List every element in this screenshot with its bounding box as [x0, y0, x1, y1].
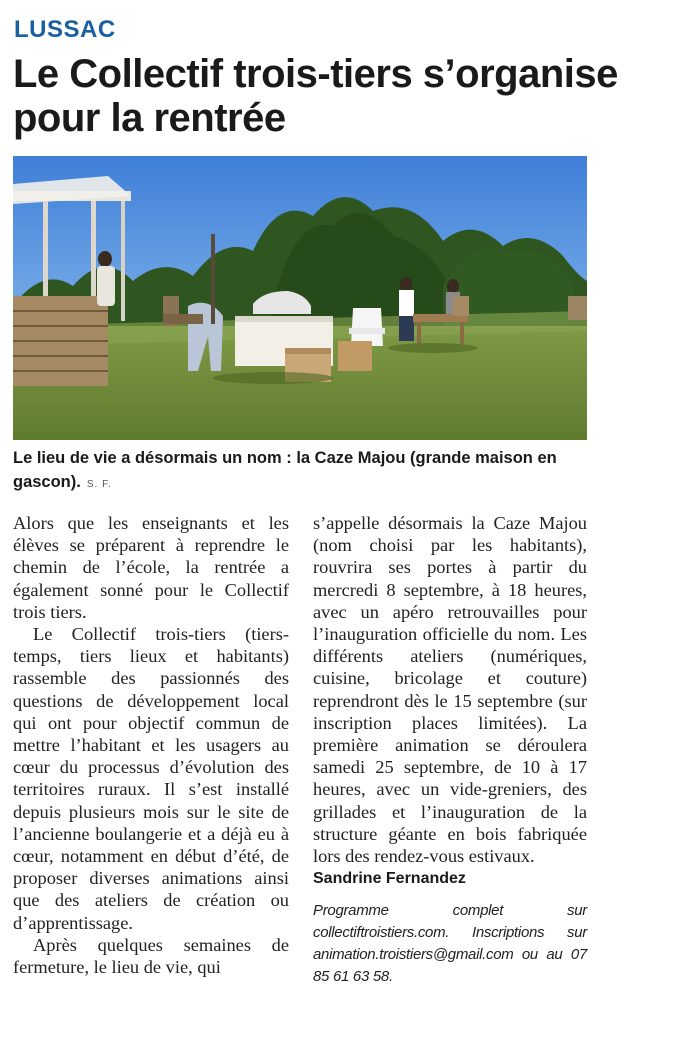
- paragraph-2: Le Collectif trois-tiers (tiers-temps, tiers lieux et habitants) rassemble des passionnés des questions de développement local qui ont pour objectif commun de mettre l’habitant et les usagers au cœur du processus d’évolution des territoires ruraux. Il s’est installé depuis plusieurs mois sur le site de l’ancienne boulangerie et a déjà eu à cœur, notamment en début d’été, de proposer diverses animations ainsi que des ateliers de création ou d’apprentissage.: [13, 624, 289, 933]
- body-column-right: [313, 512, 587, 988]
- photo-credit: S. F.: [86, 479, 112, 490]
- paragraph-3: Après quelques semaines de fermeture, le lieu de vie, qui: [13, 934, 289, 978]
- practical-info: Programme complet sur collectiftroistiers.com. Inscriptions sur animation.troistiers@gmail.com ou au 07 85 61 63 58.: [313, 902, 587, 986]
- paragraph-1: Alors que les enseignants et les élèves se préparent à reprendre le chemin de l’école, la rentrée a également sonné pour le Collectif trois tiers.: [13, 513, 289, 622]
- photo-caption: [13, 446, 593, 497]
- headline: Le Collectif trois-tiers s’organise pour la rentrée: [13, 52, 618, 140]
- caption-text: Le lieu de vie a désormais un nom : la Caze Majou (grande maison en gascon).: [13, 449, 557, 491]
- section-kicker: LUSSAC: [14, 16, 116, 43]
- body-column-left: [13, 512, 289, 978]
- author-byline: Sandrine Fernandez: [313, 870, 466, 888]
- paragraph-3-continued: s’appelle désormais la Caze Majou (nom choisi par les habitants), rouvrira ses portes à partir du mercredi 8 septembre, à 18 heures, avec un apéro retrouvailles pour l’inauguration officielle du nom. Les différents ateliers (numériques, cuisine, bricolage et couture) reprendront dès le 15 septembre (sur inscription places limitées). La première animation se déroulera samedi 25 septembre, de 10 à 17 heures, avec un vide-greniers, des grillades et l’inauguration de la structure géante en bois fabriquée lors des rendez-vous estivaux.: [313, 513, 587, 867]
- article-photo: [13, 156, 587, 440]
